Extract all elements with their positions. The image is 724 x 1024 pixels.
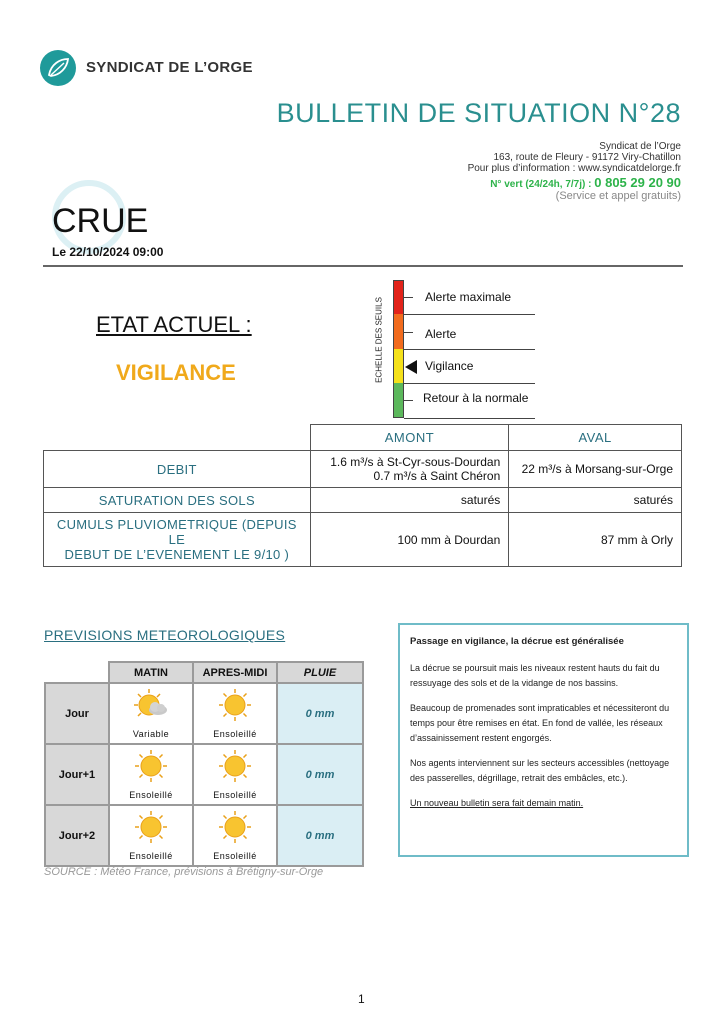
- scale-level-alerte-maximale: Alerte maximale: [425, 290, 512, 304]
- scale-tick: [404, 332, 413, 333]
- col-matin: MATIN: [109, 662, 193, 683]
- meteo-row: [45, 683, 363, 744]
- sun-icon: [134, 749, 168, 783]
- forecast-label: Variable: [132, 729, 170, 739]
- info-paragraph: La décrue se poursuit mais les niveaux restent hauts du fait du ressuyage des sols et de la vidange de nos bassins.: [410, 663, 660, 688]
- divider: [43, 265, 683, 267]
- meteo-row: [45, 805, 363, 866]
- page-number: 1: [358, 992, 365, 1006]
- scale-segment-alerte-maximale: [393, 280, 404, 314]
- scale-level-retour-normale: Retour à la normale: [423, 391, 529, 405]
- scale-segment-alerte: [393, 314, 404, 349]
- info-footer: Un nouveau bulletin sera fait demain matin.: [410, 798, 584, 808]
- day-label: Jour+1: [45, 744, 109, 805]
- etat-actuel-title: ETAT ACTUEL :: [96, 312, 252, 337]
- current-level-arrow-icon: [405, 360, 417, 374]
- scale-level-alerte: Alerte: [425, 327, 457, 341]
- source-note: SOURCE : Météo France, prévisions à Brétigny-sur-Orge: [44, 866, 324, 878]
- meteo-corner: [45, 662, 109, 683]
- col-amont: AMONT: [310, 425, 509, 451]
- forecast-cell: [193, 683, 277, 744]
- bulletin-title: BULLETIN DE SITUATION N°28: [276, 98, 681, 128]
- table-row-saturation: [44, 488, 682, 513]
- info-box: [398, 623, 689, 857]
- address-line-2: 163, route de Fleury - 91172 Viry-Chatillon: [493, 152, 681, 163]
- meteo-row: [45, 744, 363, 805]
- forecast-cell: [109, 805, 193, 866]
- day-label: Jour+2: [45, 805, 109, 866]
- crue-title: CRUE: [52, 202, 149, 240]
- forecast-label: Ensoleillé: [213, 729, 257, 739]
- forecast-label: Ensoleillé: [129, 851, 173, 861]
- table-row-debit: [44, 451, 682, 488]
- scale-segment-vigilance: [393, 349, 404, 383]
- website-line: Pour plus d’information : www.syndicatdelorge.fr: [467, 163, 681, 174]
- forecast-label: Ensoleillé: [129, 790, 173, 800]
- scale-label: ECHELLE DES SEUILS: [374, 297, 384, 383]
- scale-segment-retour-normale: [393, 383, 404, 418]
- rain-value: 0 mm: [277, 805, 363, 866]
- scale-tick: [404, 400, 413, 401]
- green-number-label: N° vert (24/24h, 7/7j) :: [490, 179, 595, 190]
- forecast-label: Ensoleillé: [213, 790, 257, 800]
- debit-amont: 1.6 m³/s à St-Cyr-sous-Dourdan 0.7 m³/s à Saint Chéron: [310, 451, 509, 488]
- etat-actuel-value: VIGILANCE: [116, 360, 236, 385]
- forecast-label: Ensoleillé: [213, 851, 257, 861]
- sun-icon: [218, 810, 252, 844]
- previsions-title: PREVISIONS METEOROLOGIQUES: [44, 627, 286, 643]
- green-number-line: [490, 175, 681, 190]
- rain-value: 0 mm: [277, 683, 363, 744]
- rain-value: 0 mm: [277, 744, 363, 805]
- row-label-debit: DEBIT: [44, 451, 311, 488]
- col-apres-midi: APRES-MIDI: [193, 662, 277, 683]
- scale-level-vigilance: Vigilance: [425, 359, 474, 373]
- sun-icon: [218, 688, 252, 722]
- info-title: Passage en vigilance, la décrue est généralisée: [410, 636, 624, 647]
- cumuls-aval: 87 mm à Orly: [509, 513, 682, 567]
- scale-tick: [404, 297, 413, 298]
- row-label-saturation: SATURATION DES SOLS: [44, 488, 311, 513]
- address-line-1: Syndicat de l’Orge: [599, 141, 681, 152]
- day-label: Jour: [45, 683, 109, 744]
- sun-icon: [218, 749, 252, 783]
- col-aval: AVAL: [509, 425, 682, 451]
- cumuls-amont: 100 mm à Dourdan: [310, 513, 509, 567]
- row-label-cumuls: CUMULS PLUVIOMETRIQUE (DEPUIS LE DEBUT DE L’EVENEMENT LE 9/10 ): [44, 513, 311, 567]
- situation-table: [43, 424, 682, 567]
- forecast-cell: [109, 683, 193, 744]
- table-row-cumuls: [44, 513, 682, 567]
- forecast-cell: [109, 744, 193, 805]
- saturation-amont: saturés: [310, 488, 509, 513]
- debit-aval: 22 m³/s à Morsang-sur-Orge: [509, 451, 682, 488]
- green-number: 0 805 29 20 90: [594, 175, 681, 190]
- table-corner: [44, 425, 311, 451]
- org-name: SYNDICAT DE L’ORGE: [86, 59, 253, 76]
- sun-cloud-icon: [134, 688, 168, 722]
- scale-line: [404, 349, 535, 350]
- sun-icon: [134, 810, 168, 844]
- free-service-note: (Service et appel gratuits): [555, 190, 681, 202]
- scale-line: [404, 418, 535, 419]
- saturation-aval: saturés: [509, 488, 682, 513]
- scale-line: [404, 383, 535, 384]
- bulletin-date: Le 22/10/2024 09:00: [52, 245, 164, 259]
- forecast-cell: [193, 744, 277, 805]
- info-paragraph: Nos agents interviennent sur les secteurs accessibles (nettoyage des passerelles, dégrillage, retrait des embâcles, etc.).: [410, 758, 670, 783]
- scale-line: [404, 314, 535, 315]
- col-pluie: PLUIE: [277, 662, 363, 683]
- meteo-table: [44, 661, 364, 867]
- info-paragraph: Beaucoup de promenades sont impraticables et nécessiteront du temps pour être remises en état. En fond de vallée, les réseaux d’assainissement restent engorgés.: [410, 703, 670, 743]
- logo-leaf-icon: [40, 50, 76, 86]
- forecast-cell: [193, 805, 277, 866]
